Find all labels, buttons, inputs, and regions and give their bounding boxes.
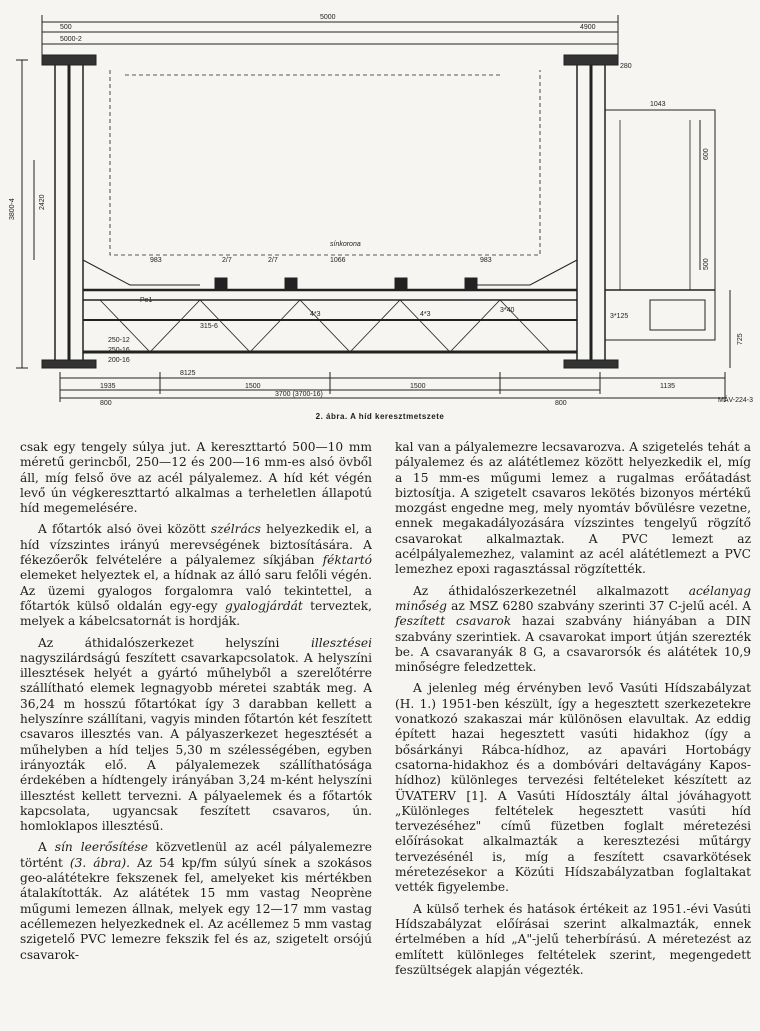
paragraph: Az áthidalószerkezetnél alkalmazott acélanyag minőség az MSZ 6280 szabvány szerinti 37 C-jelű acél. A feszített csavarok hazai szabvány hiányában a DIN szabvány szerintiek. A csavarokat import útján szerezték be. A csavaranyák 8 G, a csavarorsók és alátétek 10,9 minőségre feledzettek.: [395, 583, 751, 675]
figure-caption: 2. ábra. A híd keresztmetszete: [315, 412, 445, 421]
inner-mark-2: 2/7: [222, 257, 232, 264]
small-label-1: 315-6: [200, 323, 218, 330]
plate-label-2: 250-16: [108, 347, 130, 354]
small-label-4: 3*40: [500, 307, 515, 314]
inner-mark-5: 983: [480, 257, 492, 264]
dim-left-offset: 1935: [100, 383, 116, 390]
right-column: [395, 440, 751, 984]
beam-label: 8125: [180, 370, 196, 377]
dim-flange: 5000-2: [60, 36, 82, 43]
dim-right-vert-1: 600: [703, 148, 710, 160]
dim-upper-left-2: 500: [60, 24, 72, 31]
inner-mark-1: 983: [150, 257, 162, 264]
dim-top-width: 5000: [320, 14, 336, 21]
dim-mid-left: 1500: [245, 383, 261, 390]
small-label-2: 4*3: [310, 311, 321, 318]
dim-bottom-2: 800: [555, 400, 567, 407]
paragraph: kal van a pályalemezre lecsavarozva. A szigetelés tehát a pályalemez és az alátétlemez között helyezkedik el, míg a 15 mm-es műgumi lemez a rugalmas erőátadást biztosítja. A szigetelt csavaros lekötés bizonyos mértékű mozgást engedne meg, mely nyomtáv bővülésre vezetne, ennek megakadályozására vízszintes tengelyű rögzítő csavarokat alkalmaztak. A PVC lemezt az acélpályalemezhez, valamint az acél alátétlemezt a PVC lemezhez epoxi ragasztással rögzítették.: [395, 440, 751, 577]
plate-label-3: 200-16: [108, 357, 130, 364]
paragraph: A külső terhek és hatások értékeit az 1951.-évi Vasúti Hídszabályzat előírásai szerint alkalmazták, ennek értelmében a híd „A"-jelű teherbírású. A méretezést az említett különleges feltételek szerint, megengedett feszültségek alapján végezték.: [395, 901, 751, 977]
rail-top-label: sínkorona: [330, 241, 361, 248]
dim-upper-left-1: 2420: [39, 194, 46, 210]
side-label-left: Pe1: [140, 297, 153, 304]
dim-mid-right: 1500: [410, 383, 426, 390]
dim-bottom-1: 800: [100, 400, 112, 407]
dim-right-offset: 1135: [660, 383, 676, 390]
corner-code: MÁV-224-3: [718, 397, 754, 404]
left-column: [20, 440, 372, 969]
dim-top-width-2: 4900: [580, 24, 596, 31]
dim-total-height: 3800-4: [9, 198, 16, 220]
paragraph: A főtartók alsó övei között szélrács helyezkedik el, a híd vízszintes irányú merevségének biztosítására. A fékezőerők felvételére a pályalemez síkjában féktartó elemeket helyeztek el, a hídnak az álló saru felőli végén. Az üzemi gyalogos forgalomra való tekintettel, a főtartók külső oldalán egy-egy gyalogjárdát terveztek, melyek a kábelcsatornát is hordják.: [20, 522, 372, 629]
dim-right-top-2: 1043: [650, 101, 666, 108]
dim-right-top-1: 280: [620, 63, 632, 70]
dim-right-vert-2: 500: [703, 258, 710, 270]
dim-bottom-span: 3700 (3700-16): [275, 391, 323, 398]
inner-mark-4: 1066: [330, 257, 346, 264]
cross-section-figure: [0, 0, 760, 420]
paragraph: csak egy tengely súlya jut. A kereszttartó 500—10 mm méretű gerincből, 250—12 és 200—16 mm-es alsó övből áll, míg felső öve az acél pályalemez. A híd két végén levő ún végkereszttartó alkalmas a terheletlen állapotú híd megemelésére.: [20, 440, 372, 516]
small-label-5: 3*125: [610, 313, 629, 320]
cross-section-drawing: [0, 0, 760, 410]
plate-label-1: 250-12: [108, 337, 130, 344]
paragraph: Az áthidalószerkezet helyszíni illesztései nagyszilárdságú feszített csavarkapcsolatok. A helyszíni illesztések helyét a gyártó műhelyből a szerelőtérre szállítható elemek legnagyobb méretei szabták meg. A 36,24 m hosszú főtartókat így 3 darabban kellett a helyszínre szállítani, vagyis minden főtartón két feszített csavaros illesztés van. A pályaszerkezet hegesztését a műhelyben a híd teljes 5,30 m szélességében, egyben irányozták elő. A pályalemezek szállíthatósága érdekében a hídtengely irányában 3,24 m-ként helyszíni illesztést kellett tervezni. A pályaelemek és a főtartók kapcsolata, ugyancsak feszített csavaros, ún. homloklapos illesztésű.: [20, 635, 372, 834]
paragraph: A jelenleg még érvényben levő Vasúti Hídszabályzat (H. 1.) 1951-ben készült, így a hegesztett szerkezetekre vonatkozó szakaszai már különösen elavultak. Az eddig épített hazai hegesztett vasúti hidakhoz (így a bősárkányi Rábca-hídhoz, az apavári Hortobágy csatorna-hidakhoz és a dombóvári deltavágány Kapos-hídhoz) különleges tervezési feltételeket készített az ÜVATERV [1]. A Vasúti Hídosztály által jóváhagyott „Különleges feltételek hegesztett vasúti híd tervezéséhez" című füzetben foglalt méretezési előírásokat alkalmazták a keresztezési műtárgy tervezésénél is, míg a feszített csavarkötések méretezésekor a Közúti Hídszabályzatban foglaltakat vették figyelembe.: [395, 681, 751, 895]
inner-mark-3: 2/7: [268, 257, 278, 264]
small-label-3: 4*3: [420, 311, 431, 318]
dim-right-vert-3: 725: [737, 333, 744, 345]
paragraph: A sín leerősítése közvetlenül az acél pályalemezre történt (3. ábra). Az 54 kp/fm súlyú sínek a szokásos geo-alátétekre fekszenek fel, amelyeket kis mértékben átalakították. Az alátétek 15 mm vastag Neoprène műgumi lemezen állnak, melyek egy 12—17 mm vastag acéllemezen helyezkednek el. Az acéllemez 5 mm vastag szigetelő PVC lemezre fekszik fel és az, szigetelt orsójú csavarok-: [20, 840, 372, 962]
